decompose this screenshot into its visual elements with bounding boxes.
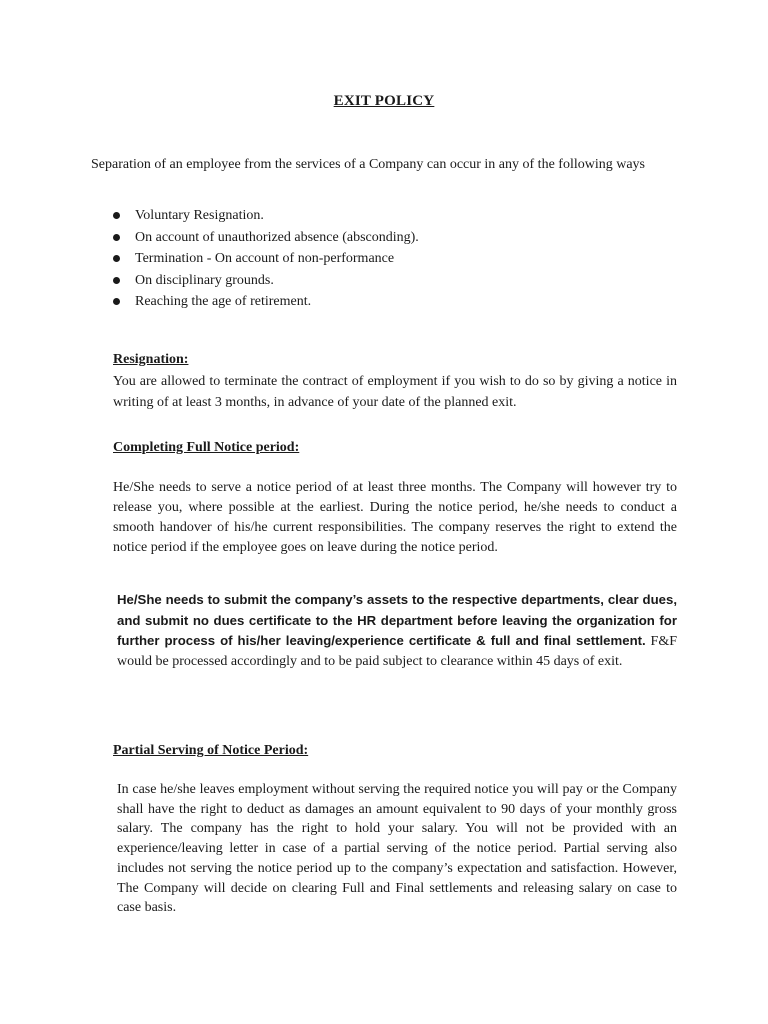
list-item <box>110 291 419 313</box>
clearance-paragraph <box>117 590 677 671</box>
bullet-icon <box>113 234 120 241</box>
bullet-icon <box>113 212 120 219</box>
resignation-paragraph: You are allowed to terminate the contract of employment if you wish to do so by giving a notice in writing of at least 3 months, in advance of your date of the planned exit. <box>113 374 677 410</box>
list-item-text: Reaching the age of retirement. <box>135 294 312 309</box>
list-item <box>110 227 419 249</box>
full-notice-paragraph: He/She needs to serve a notice period of at least three months. The Company will however try to release you, where possible at the earliest. During the notice period, he/she needs to conduct a smooth handover of his/he current responsibilities. The company reserves the right to extend the notice period if the employee goes on leave during the notice period. <box>113 480 677 555</box>
list-item <box>110 205 419 227</box>
clearance-bold-text: He/She needs to submit the company’s assets to the respective departments, clear dues, and submit no dues certificate to the HR department before leaving the organization for further process of his/her leaving/experience certificate & full and final settlement. <box>117 592 677 648</box>
partial-notice-heading: Partial Serving of Notice Period: <box>113 743 309 758</box>
resignation-heading: Resignation: <box>113 352 189 367</box>
full-notice-heading: Completing Full Notice period: <box>113 440 300 455</box>
list-item-text: Termination - On account of non-performance <box>135 251 395 266</box>
bullet-icon <box>113 255 120 262</box>
list-item <box>110 248 419 270</box>
list-item-text: Voluntary Resignation. <box>135 208 264 223</box>
intro-paragraph: Separation of an employee from the services of a Company can occur in any of the following ways <box>91 157 645 172</box>
partial-notice-paragraph: In case he/she leaves employment without serving the required notice you will pay or the Company shall have the right to deduct as damages an amount equivalent to 90 days of your monthly gross salary. The company has the right to hold your salary. You will not be provided with an experience/leaving letter in case of a partial serving of the notice period. Partial serving also includes not serving the notice period up to the company’s expectation and satisfaction. However, The Company will decide on clearing Full and Final settlements and releasing salary on case to case basis. <box>117 782 677 916</box>
list-item <box>110 270 419 292</box>
page-title: EXIT POLICY <box>333 93 435 109</box>
bullet-icon <box>113 298 120 305</box>
clearance-tail-text: F&F would be processed accordingly and to be paid subject to clearance within 45 days of exit. <box>117 634 677 669</box>
list-item-text: On account of unauthorized absence (absconding). <box>135 229 419 245</box>
list-item-text: On disciplinary grounds. <box>135 272 274 288</box>
bullet-icon <box>113 277 120 284</box>
separation-ways-list <box>110 205 419 313</box>
